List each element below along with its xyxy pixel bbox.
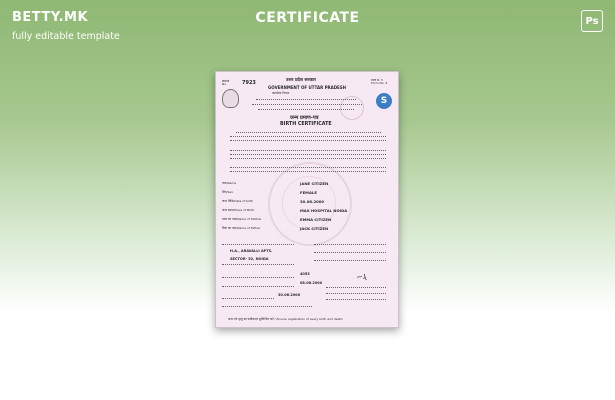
certificate-title-hindi: जन्म प्रमाण-पत्र bbox=[290, 115, 319, 121]
registration-number: 4053 bbox=[300, 272, 310, 276]
department-line: कार्यालय विभाग bbox=[272, 91, 290, 95]
brand-name: BETTY.MK bbox=[12, 10, 89, 25]
issue-date: 30.06.2000 bbox=[278, 293, 301, 297]
field-value-dob: 30.06.2000 bbox=[300, 199, 325, 204]
state-emblem-icon bbox=[222, 89, 239, 108]
field-value-name: JANE CITIZEN bbox=[300, 181, 329, 186]
field-label: नाम/Name bbox=[222, 181, 237, 185]
field-label: लिंग/Sex bbox=[222, 190, 233, 194]
brand-tagline: fully editable template bbox=[12, 31, 120, 42]
field-value-sex: FEMALE bbox=[300, 190, 317, 195]
address-line-1: H.A., ARAVALLI APTS. bbox=[230, 249, 273, 253]
registrar-signature: ~ɻ bbox=[355, 271, 367, 282]
field-label: पिता का नाम/Name of Father bbox=[222, 226, 261, 230]
serial-number: 7923 bbox=[242, 80, 256, 86]
birth-certificate-document bbox=[215, 71, 399, 328]
field-value-place: MAX HOSPITAL NOIDA bbox=[300, 208, 348, 213]
certificate-title-english: BIRTH CERTIFICATE bbox=[280, 122, 332, 127]
gov-title-english: GOVERNMENT OF UTTAR PRADESH bbox=[268, 85, 346, 90]
field-label: जन्म तिथि/Date of birth bbox=[222, 199, 254, 203]
footer-note: जन्म एवं मृत्यु का पंजीकरण सुनिश्चित करें / Ensure registration of every birth and death bbox=[228, 317, 343, 321]
photoshop-icon[interactable]: Ps bbox=[581, 10, 603, 32]
gov-title-hindi: उत्तर प्रदेश सरकार bbox=[286, 78, 316, 83]
field-label: माता का नाम/Name of Mother bbox=[222, 217, 262, 221]
watermark-seal bbox=[268, 162, 352, 246]
serial-label: क्रमांक No. bbox=[222, 79, 230, 86]
page-title: CERTIFICATE bbox=[255, 10, 360, 26]
address-line-2: SECTOR- 52, NOIDA bbox=[230, 257, 269, 261]
form-label: प्रपत्र सं. 5 Form No. 5 bbox=[371, 78, 388, 85]
field-value-father: JACK CITIZEN bbox=[300, 226, 329, 231]
field-label: जन्म स्थान/Place of Birth bbox=[222, 208, 255, 212]
registration-date: 08.06.2000 bbox=[300, 281, 323, 285]
field-value-mother: EMMA CITIZEN bbox=[300, 217, 332, 222]
department-logo-icon: S bbox=[376, 93, 392, 109]
